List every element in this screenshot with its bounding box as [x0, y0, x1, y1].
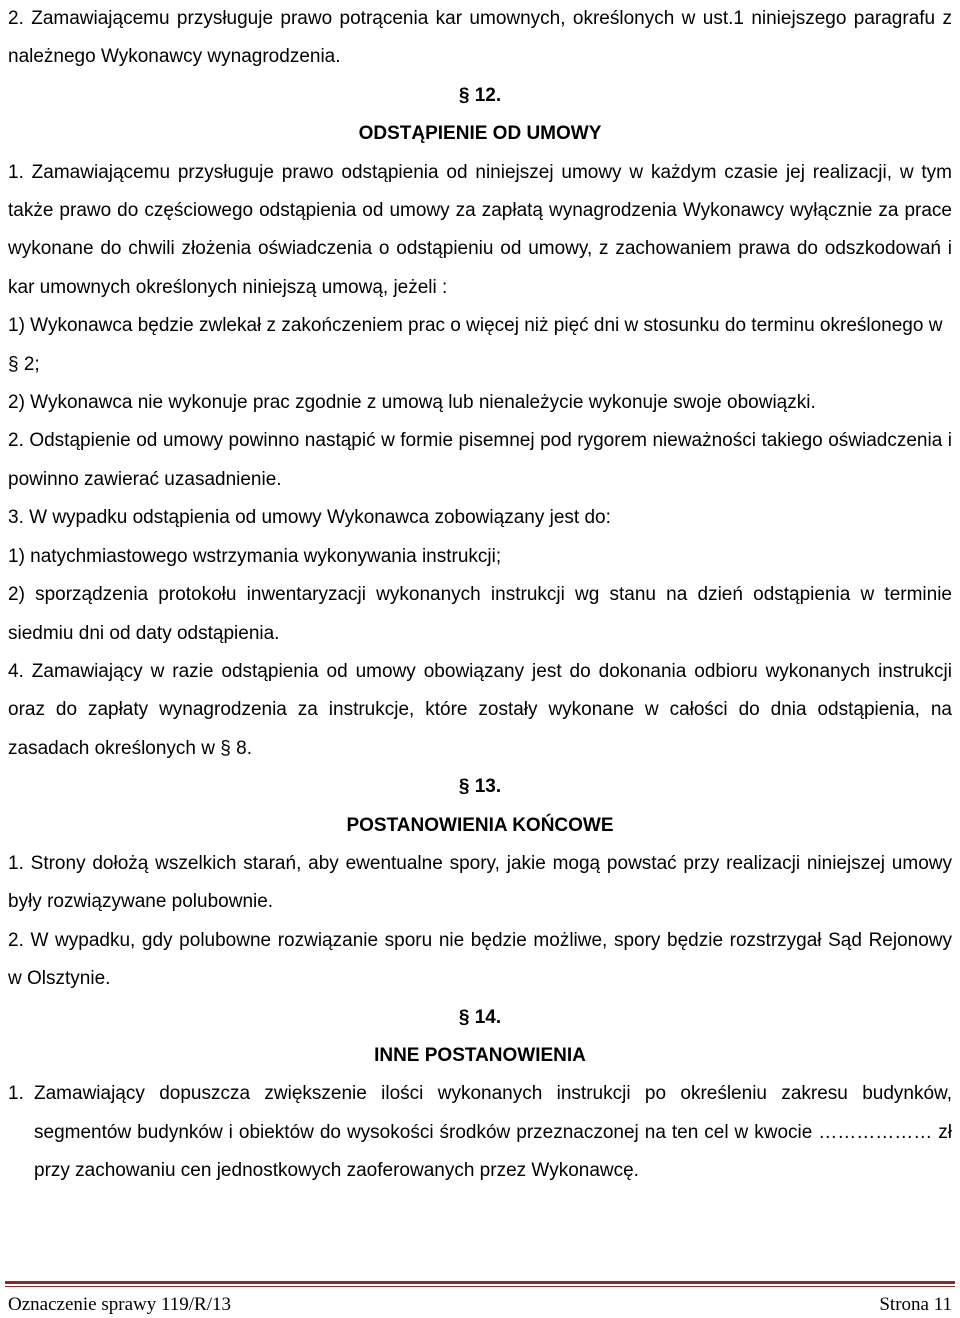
section-12-paragraph-4: 4. Zamawiający w razie odstąpienia od umowy obowiązany jest do dokonania odbioru wykonanych instrukcji oraz do zapłaty wynagrodzenia za instrukcje, które zostały wykonane w całości do dnia odstąpienia, na zasadach określonych w § 8. — [8, 660, 952, 759]
section-14-paragraph-1 — [8, 1075, 952, 1190]
section-12-paragraph-1: 1. Zamawiającemu przysługuje prawo odstąpienia od niniejszej umowy w każdym czasie jej realizacji, w tym także prawo do częściowego odstąpienia od umowy za zapłatą wynagrodzenia Wykonawcy wyłącznie za prace wykonane do chwili złożenia oświadczenia o odstąpieniu od umowy, z zachowaniem prawa do odszkodowań i kar umownych określonych niniejszą umową, jeżeli : — [8, 161, 952, 298]
section-12-item-3-2: 2) sporządzenia protokołu inwentaryzacji wykonanych instrukcji wg stanu na dzień odstąpienia w terminie siedmiu dni od daty odstąpienia. — [8, 584, 952, 644]
section-14-paragraph-1-text: Zamawiający dopuszcza zwiększenie ilości wykonanych instrukcji po określeniu zakresu budynków, segmentów budynków i obiektów do wysokości środków przeznaczonej na ten cel w kwocie ……………… zł przy zachowaniu cen jednostkowych zaoferowanych przez Wykonawcę. — [34, 1083, 952, 1182]
document-body — [8, 0, 952, 1191]
footer-divider — [5, 1281, 955, 1284]
section-12-item-2: 2) Wykonawca nie wykonuje prac zgodnie z umową lub nienależycie wykonuje swoje obowiązki. — [8, 392, 816, 414]
section-12-title: ODSTĄPIENIE OD UMOWY — [358, 123, 602, 145]
section-12-number: § 12. — [458, 84, 502, 106]
section-12-paragraph-2: 2. Odstąpienie od umowy powinno nastąpić w formie pisemnej pod rygorem nieważności takiego oświadczenia i powinno zawierać uzasadnienie. — [8, 430, 952, 490]
page-number: Strona 11 — [879, 1294, 952, 1315]
section-12-item-3-1: 1) natychmiastowego wstrzymania wykonywania instrukcji; — [8, 545, 502, 567]
section-12-item-1: 1) Wykonawca będzie zwlekał z zakończeniem prac o więcej niż pięć dni w stosunku do terminu określonego w § 2; — [8, 315, 943, 375]
section-13-paragraph-1: 1. Strony dołożą wszelkich starań, aby ewentualne spory, jakie mogą powstać przy realizacji niniejszej umowy były rozwiązywane polubownie. — [8, 852, 952, 913]
section-14-paragraph-1-number: 1. — [8, 1083, 24, 1105]
section-12-paragraph-3: 3. W wypadku odstąpienia od umowy Wykonawca zobowiązany jest do: — [8, 507, 611, 529]
case-reference: Oznaczenie sprawy 119/R/13 — [8, 1294, 231, 1315]
paragraph-penalty-deduction: 2. Zamawiającemu przysługuje prawo potrącenia kar umownych, określonych w ust.1 niniejszego paragrafu z należnego Wykonawcy wynagrodzenia. — [8, 8, 952, 68]
page-footer — [8, 1292, 952, 1318]
section-13-title: POSTANOWIENIA KOŃCOWE — [346, 814, 614, 836]
section-13-paragraph-2: 2. W wypadku, gdy polubowne rozwiązanie sporu nie będzie możliwe, spory będzie rozstrzygał Sąd Rejonowy w Olsztynie. — [8, 929, 952, 990]
section-14-number: § 14. — [458, 1006, 502, 1028]
section-14-title: INNE POSTANOWIENIA — [374, 1044, 586, 1066]
section-13-number: § 13. — [458, 776, 502, 798]
